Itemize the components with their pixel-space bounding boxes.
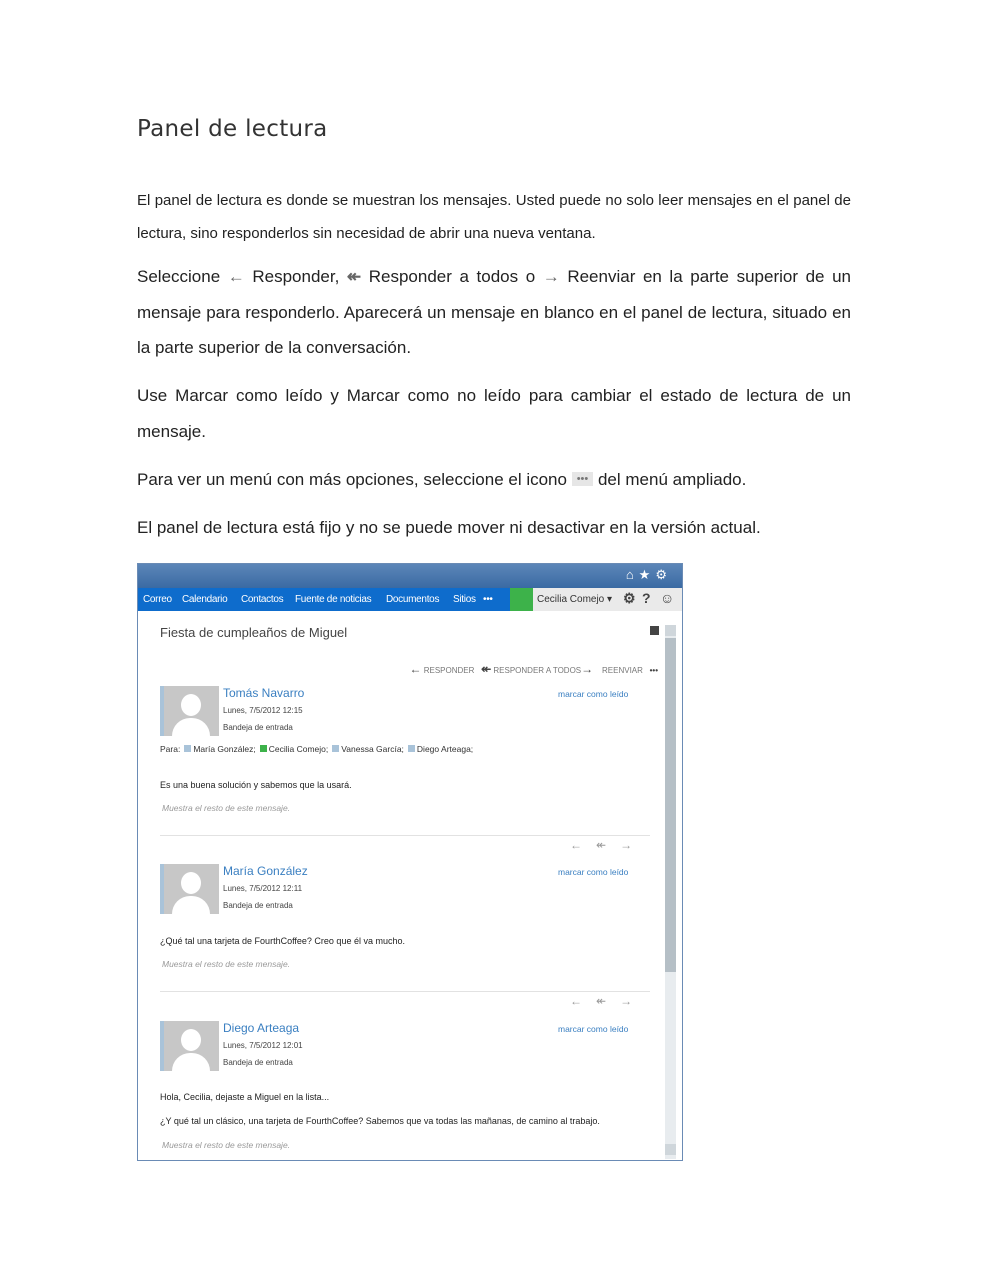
divider bbox=[160, 835, 650, 836]
mark-read-link[interactable]: marcar como leído bbox=[558, 689, 629, 699]
message-item[interactable] bbox=[160, 864, 650, 974]
forward-button[interactable]: REENVIAR bbox=[602, 666, 643, 675]
conversation-subject: Fiesta de cumpleaños de Miguel bbox=[160, 625, 348, 640]
reply-all-icon: ↞ bbox=[346, 267, 362, 286]
divider bbox=[160, 991, 650, 992]
forward-icon[interactable]: → bbox=[620, 838, 647, 852]
scroll-up-icon[interactable] bbox=[665, 625, 676, 636]
user-area bbox=[533, 588, 682, 611]
paragraph-mark: Use Marcar como leído y Marcar como no leído para cambiar el estado de lectura de un mensaje. bbox=[137, 386, 851, 441]
mark-read-link[interactable]: marcar como leído bbox=[558, 867, 629, 877]
reply-button[interactable]: RESPONDER bbox=[423, 666, 475, 675]
recipient[interactable]: Cecilia Comejo; bbox=[268, 744, 329, 754]
paragraph-intro: El panel de lectura es donde se muestran los mensajes. Usted puede no solo leer mensajes en el panel de lectura, sino responderlos sin necesidad de abrir una nueva ventana. bbox=[137, 192, 851, 242]
show-more-link[interactable]: Muestra el resto de este mensaje. bbox=[162, 803, 291, 813]
nav-more[interactable]: ••• bbox=[483, 594, 493, 605]
paragraph-fixed: El panel de lectura está fijo y no se puede mover ni desactivar en la versión actual. bbox=[137, 518, 761, 537]
reply-all-icon[interactable]: ↞ bbox=[596, 994, 621, 1008]
nav-bar bbox=[138, 588, 510, 611]
message-folder: Bandeja de entrada bbox=[223, 723, 293, 732]
text: Para ver un menú con más opciones, seleccione el icono bbox=[137, 470, 572, 489]
collapse-icon[interactable] bbox=[650, 626, 659, 635]
message-body: Hola, Cecilia, dejaste a Miguel en la lista... bbox=[160, 1092, 330, 1102]
action-bar bbox=[410, 662, 659, 676]
avatar bbox=[160, 686, 219, 736]
show-more-link[interactable]: Muestra el resto de este mensaje. bbox=[162, 1140, 291, 1150]
message-actions bbox=[570, 994, 646, 1008]
scrollbar-thumb[interactable] bbox=[665, 638, 676, 972]
show-more-link[interactable]: Muestra el resto de este mensaje. bbox=[162, 959, 291, 969]
message-item[interactable] bbox=[160, 1021, 650, 1156]
mark-read-link[interactable]: marcar como leído bbox=[558, 1024, 629, 1034]
more-options-icon: ••• bbox=[572, 472, 594, 486]
title-bar bbox=[138, 564, 682, 588]
message-body-line2: ¿Y qué tal un clásico, una tarjeta de FourthCoffee? Sabemos que va todas las mañanas, de camino al trabajo. bbox=[160, 1116, 600, 1126]
recipient[interactable]: Vanessa García; bbox=[341, 744, 404, 754]
message-body: Es una buena solución y sabemos que la usará. bbox=[160, 780, 352, 790]
text: del menú ampliado. bbox=[593, 470, 747, 489]
forward-icon: → bbox=[542, 267, 560, 286]
accent-block bbox=[510, 588, 533, 611]
forward-icon[interactable]: → bbox=[620, 994, 647, 1008]
message-body: ¿Qué tal una tarjeta de FourthCoffee? Creo que él va mucho. bbox=[160, 936, 405, 946]
settings-icon[interactable]: ⚙ bbox=[623, 590, 636, 606]
reading-pane-screenshot bbox=[137, 563, 683, 1161]
nav-sitios[interactable]: Sitios bbox=[453, 594, 476, 605]
sender-name[interactable]: María González bbox=[223, 864, 308, 878]
scroll-down-icon[interactable] bbox=[665, 1144, 676, 1155]
reply-all-icon[interactable]: ↞ bbox=[596, 838, 621, 852]
sender-name[interactable]: Diego Arteaga bbox=[223, 1021, 300, 1035]
paragraph-reply bbox=[137, 259, 851, 366]
home-star-gear-icons: ⌂★⚙ bbox=[625, 567, 672, 582]
reply-all-icon: ↞ bbox=[481, 662, 492, 676]
help-icon[interactable]: ? bbox=[642, 590, 651, 606]
recipient[interactable]: Diego Arteaga; bbox=[416, 744, 474, 754]
sender-name[interactable]: Tomás Navarro bbox=[223, 686, 305, 700]
message-folder: Bandeja de entrada bbox=[223, 901, 293, 910]
message-date: Lunes, 7/5/2012 12:11 bbox=[223, 884, 303, 893]
more-button[interactable]: ••• bbox=[649, 666, 658, 675]
reply-icon: ← bbox=[409, 662, 422, 676]
forward-icon: → bbox=[581, 662, 594, 676]
text: Responder, bbox=[244, 267, 347, 286]
smiley-icon[interactable]: ☺ bbox=[660, 590, 675, 606]
text: Seleccione bbox=[137, 267, 228, 286]
page-title: Panel de lectura bbox=[137, 116, 328, 142]
nav-noticias[interactable]: Fuente de noticias bbox=[295, 594, 372, 605]
text: Reenviar en la parte superior de un mensaje para responderlo. Aparecerá un mensaje en blanco en el panel de lectura, situado en la parte superior de la conversación. bbox=[137, 267, 851, 357]
nav-correo[interactable]: Correo bbox=[143, 594, 172, 605]
user-name-text: Cecilia Comejo bbox=[537, 594, 605, 605]
nav-contactos[interactable]: Contactos bbox=[241, 594, 284, 605]
reply-icon[interactable]: ← bbox=[570, 994, 596, 1008]
reply-icon: ← bbox=[227, 267, 245, 286]
message-folder: Bandeja de entrada bbox=[223, 1058, 293, 1067]
avatar bbox=[160, 1021, 219, 1071]
message-actions bbox=[570, 838, 646, 852]
message-item[interactable] bbox=[160, 686, 650, 816]
message-date: Lunes, 7/5/2012 12:01 bbox=[223, 1041, 303, 1050]
text: Responder a todos o bbox=[361, 267, 543, 286]
nav-calendario[interactable]: Calendario bbox=[182, 594, 228, 605]
nav-documentos[interactable]: Documentos bbox=[386, 594, 440, 605]
recipient[interactable]: María González; bbox=[193, 744, 256, 754]
to-label: Para: bbox=[160, 744, 181, 754]
reply-icon[interactable]: ← bbox=[570, 838, 596, 852]
recipients bbox=[160, 744, 473, 754]
avatar bbox=[160, 864, 219, 914]
paragraph-more bbox=[137, 464, 851, 496]
user-name[interactable]: Cecilia Comejo ▾ bbox=[537, 594, 613, 605]
reply-all-button[interactable]: RESPONDER A TODOS bbox=[493, 666, 582, 675]
message-date: Lunes, 7/5/2012 12:15 bbox=[223, 706, 303, 715]
